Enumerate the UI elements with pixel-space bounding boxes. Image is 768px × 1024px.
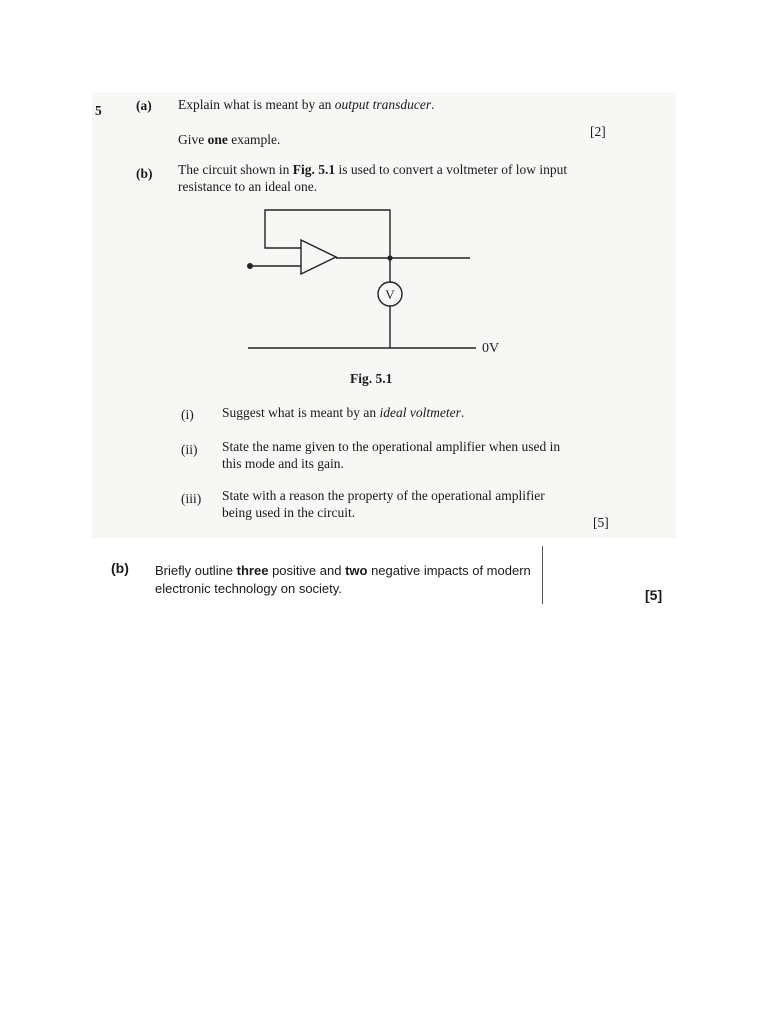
question-b2-text: Briefly outline: [155, 563, 237, 578]
emphasis-one: one: [207, 132, 228, 147]
part-ii-label: (ii): [181, 442, 198, 457]
term-ideal-voltmeter: ideal voltmeter: [379, 405, 461, 420]
op-amp-symbol: [301, 240, 336, 274]
figure-reference: Fig. 5.1: [292, 162, 336, 177]
part-i-label: (i): [181, 407, 194, 422]
emphasis-three: three: [236, 563, 269, 578]
meter-label: V: [385, 287, 395, 302]
circuit-diagram: [240, 200, 520, 390]
figure-caption: Fig. 5.1: [350, 371, 393, 386]
question-number: 5: [95, 103, 102, 118]
scan-edge-line: [542, 546, 543, 604]
part-a-line1-text: Explain what is meant by an: [178, 97, 335, 112]
part-a-marks: [2]: [590, 124, 606, 139]
part-i-line1: [222, 405, 464, 420]
part-i-text: Suggest what is meant by an: [222, 405, 380, 420]
part-b-line2: resistance to an ideal one.: [178, 179, 318, 194]
part-b-label: (b): [136, 166, 153, 181]
part-b-line1-text: The circuit shown in: [178, 162, 293, 177]
term-output-transducer: output transducer: [334, 97, 432, 112]
part-b-line1-end: is used to convert a voltmeter of low input: [335, 162, 568, 177]
part-a-line2: [178, 132, 280, 147]
input-terminal: [247, 263, 253, 269]
part-iii-label: (iii): [181, 491, 202, 506]
question-b2-label: (b): [111, 560, 129, 576]
emphasis-two: two: [345, 563, 368, 578]
question-b2-end: negative impacts of modern: [367, 563, 531, 578]
part-iii-line1: State with a reason the property of the operational amplifier: [222, 488, 545, 503]
feedback-wire: [265, 210, 390, 258]
part-iii-line2: being used in the circuit.: [222, 505, 356, 520]
output-junction: [387, 255, 392, 260]
part-a-line2-end: example.: [227, 132, 281, 147]
question-b2-mid: positive and: [268, 563, 346, 578]
part-i-end: .: [460, 405, 465, 420]
part-ii-line2: this mode and its gain.: [222, 456, 344, 471]
ground-label: 0V: [482, 341, 500, 356]
question-b2-line2: electronic technology on society.: [155, 581, 342, 596]
question-b2-marks: [5]: [645, 587, 663, 603]
part-a-line1-end: .: [431, 97, 435, 112]
part-a-label: (a): [136, 98, 152, 113]
part-b-line1: [178, 162, 567, 177]
part-a-line1: [178, 97, 434, 112]
part-a-line2-text: Give: [178, 132, 208, 147]
part-ii-line1: State the name given to the operational amplifier when used in: [222, 439, 561, 454]
part-b-marks: [5]: [593, 515, 609, 530]
question-b2-line1: [155, 563, 531, 578]
